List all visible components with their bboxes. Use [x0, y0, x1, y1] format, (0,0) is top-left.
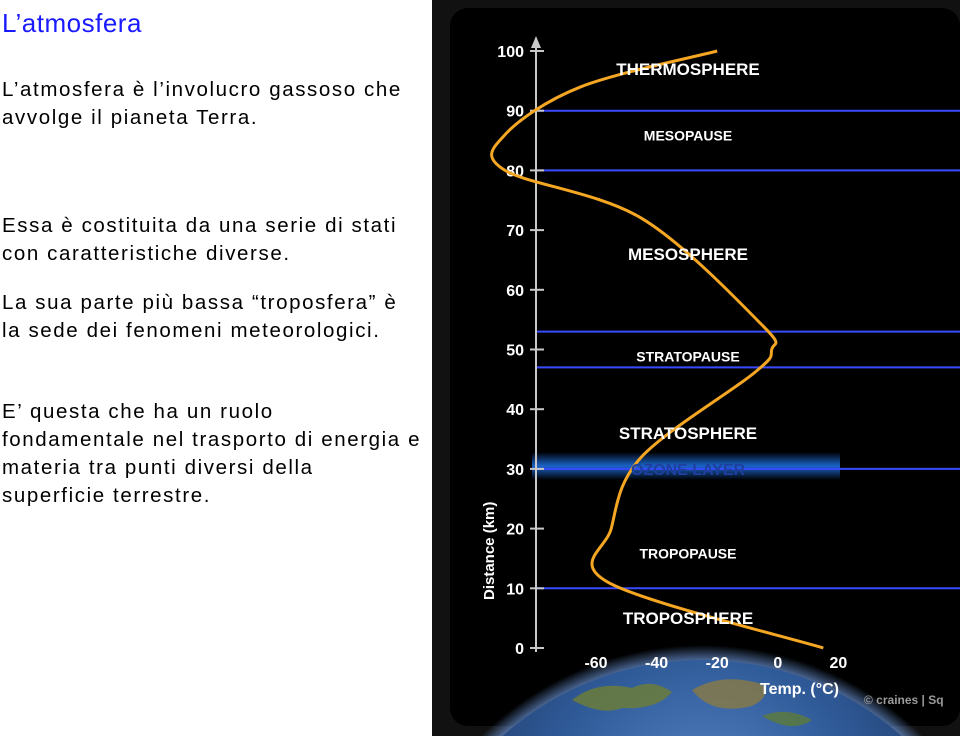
layer-label: TROPOPAUSE	[639, 545, 737, 562]
layer-label: STRATOPAUSE	[636, 348, 740, 365]
y-tick-label: 40	[506, 402, 524, 420]
y-tick-label: 50	[506, 342, 524, 360]
layer-label: MESOSPHERE	[628, 244, 748, 264]
layer-label: OZONE LAYER	[630, 461, 746, 479]
layer-label: TROPOSPHERE	[622, 609, 754, 629]
y-tick-label: 100	[497, 44, 524, 61]
y-tick-label: 10	[506, 581, 524, 599]
y-tick-label: 80	[506, 163, 524, 181]
x-axis-label: Temp. (°C)	[760, 681, 839, 698]
x-tick-label: -20	[705, 655, 729, 672]
y-tick-label: 30	[506, 461, 524, 479]
paragraph-role: E’ questa che ha un ruolo fondamentale nel trasporto di energia e materia tra punti diversi della superficie terrestre.	[2, 400, 422, 507]
image-credit: © craines | Sq	[864, 693, 944, 707]
y-tick-label: 20	[506, 521, 524, 539]
atmosphere-svg	[432, 0, 960, 736]
paragraph-layers: Essa è costituita da una serie di stati con caratteristiche diverse.	[2, 214, 398, 265]
y-tick-label: 60	[506, 282, 524, 300]
y-tick-label: 0	[515, 641, 524, 658]
x-tick-label: -60	[584, 655, 608, 672]
layer-label: THERMOSPHERE	[616, 59, 760, 79]
y-tick-label: 70	[506, 223, 524, 241]
atmosphere-diagram	[432, 0, 960, 736]
x-tick-label: 20	[829, 655, 848, 672]
x-tick-label: 0	[773, 655, 783, 672]
layer-label: STRATOSPHERE	[618, 424, 758, 444]
slide-title: L’atmosfera	[2, 8, 142, 38]
paragraph-troposphere: La sua parte più bassa “troposfera” è la sede dei fenomeni meteorologici.	[2, 291, 398, 342]
y-tick-label: 90	[506, 103, 524, 121]
y-axis-label: Distance (km)	[481, 501, 498, 600]
x-tick-label: -40	[645, 655, 669, 672]
layer-label: MESOPAUSE	[643, 127, 733, 144]
paragraph-definition: L’atmosfera è l’involucro gassoso che avvolge il pianeta Terra.	[2, 78, 402, 129]
